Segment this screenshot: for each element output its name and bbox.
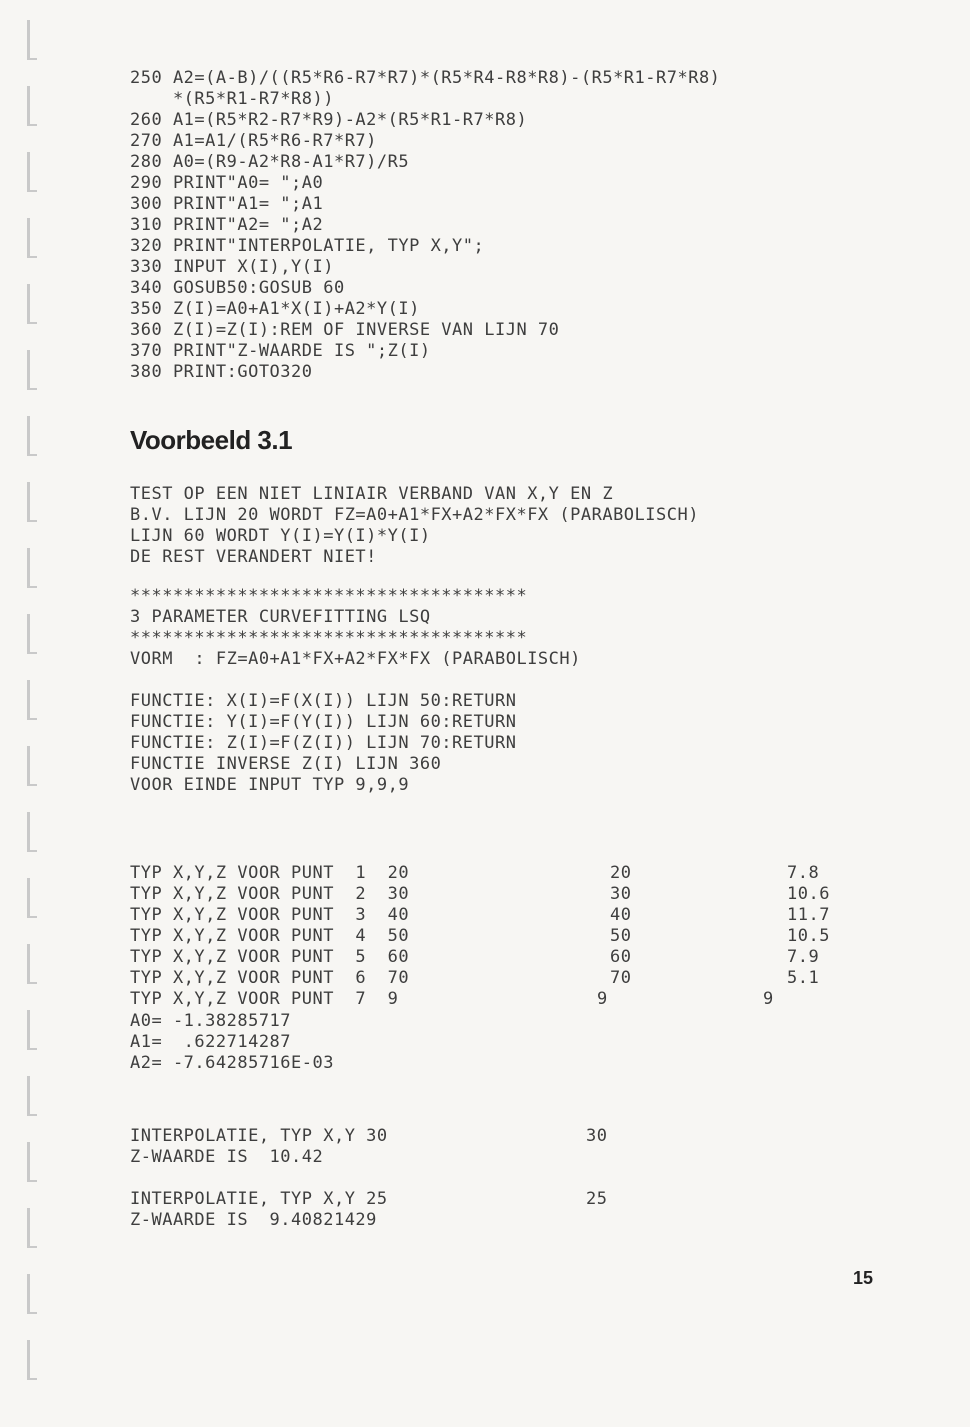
input-prompt: TYP X,Y,Z VOOR PUNT 6 70 [130,968,410,988]
input-prompt: TYP X,Y,Z VOOR PUNT 7 9 [130,989,399,1009]
input-z-value: 5.1 [787,968,820,988]
binding-ring-icon [22,614,36,658]
input-y-value: 40 [610,905,632,925]
function-definitions [130,691,516,796]
binding-ring-icon [22,416,36,460]
program-line: 260 A1=(R5*R2-R7*R9)-A2*(R5*R1-R7*R8) [130,110,528,130]
program-line: 370 PRINT"Z-WAARDE IS ";Z(I) [130,341,431,361]
binding-ring-icon [22,284,36,328]
input-z-value: 9 [763,989,774,1009]
binding-ring-icon [22,1208,36,1252]
binding-ring-icon [22,1076,36,1120]
binding-ring-icon [22,1142,36,1186]
result-line: A2= -7.64285716E-03 [130,1053,334,1073]
intro-line: TEST OP EEN NIET LINIAIR VERBAND VAN X,Y EN Z [130,484,614,504]
program-line: 280 A0=(R9-A2*R8-A1*R7)/R5 [130,152,410,172]
program-line: *(R5*R1-R7*R8)) [130,89,334,109]
intro-line: B.V. LIJN 20 WORDT FZ=A0+A1*FX+A2*FX*FX (PARABOLISCH) [130,505,699,525]
interpolation-result: Z-WAARDE IS 10.42 [130,1147,324,1167]
program-line: 290 PRINT"A0= ";A0 [130,173,324,193]
program-line: 340 GOSUB50:GOSUB 60 [130,278,345,298]
binding-ring-icon [22,944,36,988]
program-line: 300 PRINT"A1= ";A1 [130,194,324,214]
input-y-value: 70 [610,968,632,988]
program-line: 270 A1=A1/(R5*R6-R7*R7) [130,131,377,151]
header-line: ************************************* [130,586,528,606]
spiral-binding [22,20,36,1410]
binding-ring-icon [22,1010,36,1054]
input-prompt: TYP X,Y,Z VOOR PUNT 3 40 [130,905,410,925]
input-z-value: 10.5 [787,926,830,946]
input-y-value: 50 [610,926,632,946]
input-y-value: 60 [610,947,632,967]
interpolation-y-value: 25 [586,1189,608,1209]
result-line: A1= .622714287 [130,1032,292,1052]
program-line: 250 A2=(A-B)/((R5*R6-R7*R7)*(R5*R4-R8*R8)-(R5*R1-R7*R8) [130,68,721,88]
page-number: 15 [853,1268,874,1288]
binding-ring-icon [22,812,36,856]
binding-ring-icon [22,1340,36,1384]
input-z-value: 7.9 [787,947,820,967]
program-line: 330 INPUT X(I),Y(I) [130,257,334,277]
binding-ring-icon [22,878,36,922]
program-header [130,586,581,670]
input-prompt: TYP X,Y,Z VOOR PUNT 1 20 [130,863,410,883]
program-line: 310 PRINT"A2= ";A2 [130,215,324,235]
input-z-value: 7.8 [787,863,820,883]
function-line: FUNCTIE: Y(I)=F(Y(I)) LIJN 60:RETURN [130,712,517,732]
coefficient-results [130,1011,334,1074]
function-line: FUNCTIE INVERSE Z(I) LIJN 360 [130,754,442,774]
input-prompt: TYP X,Y,Z VOOR PUNT 2 30 [130,884,410,904]
function-line: FUNCTIE: X(I)=F(X(I)) LIJN 50:RETURN [130,691,517,711]
input-y-value: 30 [610,884,632,904]
program-line: 380 PRINT:GOTO320 [130,362,313,382]
intro-text [130,484,699,568]
interpolation-prompt: INTERPOLATIE, TYP X,Y 25 [130,1189,388,1209]
interpolation-result: Z-WAARDE IS 9.40821429 [130,1210,377,1230]
binding-ring-icon [22,482,36,526]
input-z-value: 11.7 [787,905,830,925]
binding-ring-icon [22,1274,36,1318]
binding-ring-icon [22,680,36,724]
program-line: 360 Z(I)=Z(I):REM OF INVERSE VAN LIJN 70 [130,320,560,340]
program-line: 320 PRINT"INTERPOLATIE, TYP X,Y"; [130,236,485,256]
intro-line: LIJN 60 WORDT Y(I)=Y(I)*Y(I) [130,526,431,546]
binding-ring-icon [22,746,36,790]
binding-ring-icon [22,86,36,130]
interpolation-y-value: 30 [586,1126,608,1146]
interpolation-prompt: INTERPOLATIE, TYP X,Y 30 [130,1126,388,1146]
function-line: VOOR EINDE INPUT TYP 9,9,9 [130,775,410,795]
header-line: 3 PARAMETER CURVEFITTING LSQ [130,607,431,627]
header-line: ************************************* [130,628,528,648]
input-prompt: TYP X,Y,Z VOOR PUNT 5 60 [130,947,410,967]
input-y-value: 20 [610,863,632,883]
binding-ring-icon [22,350,36,394]
program-listing [130,68,720,383]
input-y-value: 9 [597,989,608,1009]
program-line: 350 Z(I)=A0+A1*X(I)+A2*Y(I) [130,299,420,319]
binding-ring-icon [22,218,36,262]
section-heading: Voorbeeld 3.1 [130,425,293,455]
binding-ring-icon [22,20,36,64]
input-z-value: 10.6 [787,884,830,904]
binding-ring-icon [22,152,36,196]
function-line: FUNCTIE: Z(I)=F(Z(I)) LIJN 70:RETURN [130,733,517,753]
input-prompt: TYP X,Y,Z VOOR PUNT 4 50 [130,926,410,946]
binding-ring-icon [22,548,36,592]
result-line: A0= -1.38285717 [130,1011,292,1031]
header-line: VORM : FZ=A0+A1*FX+A2*FX*FX (PARABOLISCH) [130,649,581,669]
intro-line: DE REST VERANDERT NIET! [130,547,377,567]
